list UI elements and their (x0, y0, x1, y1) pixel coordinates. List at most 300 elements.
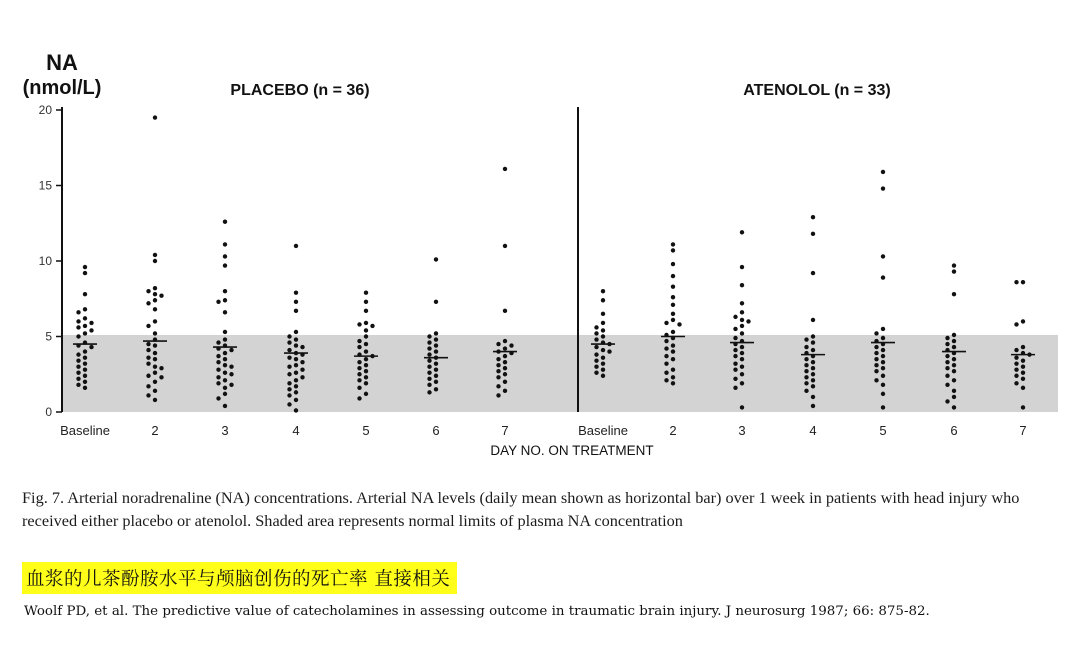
data-point (671, 248, 675, 252)
data-point (364, 357, 368, 361)
data-point (76, 383, 80, 387)
data-point (216, 354, 220, 358)
data-point (294, 337, 298, 341)
y-axis-label-na: NA (46, 50, 78, 75)
data-point (945, 399, 949, 403)
data-point (146, 301, 150, 305)
data-point (294, 384, 298, 388)
data-point (1021, 371, 1025, 375)
panel-title-placebo: PLACEBO (n = 36) (230, 82, 370, 99)
panel-title-atenolol: ATENOLOL (n = 33) (743, 82, 891, 99)
normal-range-band (62, 335, 1058, 412)
data-point (76, 310, 80, 314)
data-point (357, 386, 361, 390)
data-point (357, 396, 361, 400)
data-point (804, 337, 808, 341)
data-point (733, 315, 737, 319)
data-point (83, 386, 87, 390)
data-point (434, 368, 438, 372)
data-point (76, 365, 80, 369)
data-point (427, 358, 431, 362)
data-point (594, 331, 598, 335)
data-point (952, 369, 956, 373)
data-point (216, 396, 220, 400)
data-point (496, 384, 500, 388)
data-point (740, 283, 744, 287)
data-point (153, 371, 157, 375)
data-point (1021, 365, 1025, 369)
x-category-label: 6 (950, 423, 958, 438)
data-point (594, 325, 598, 329)
x-category-labels (60, 423, 1027, 438)
data-point (503, 366, 507, 370)
data-point (740, 405, 744, 409)
data-point (874, 363, 878, 367)
data-point (83, 324, 87, 328)
data-point (229, 383, 233, 387)
data-point (804, 357, 808, 361)
data-point (153, 331, 157, 335)
data-point (153, 398, 157, 402)
data-point (364, 328, 368, 332)
data-point (881, 275, 885, 279)
data-point (223, 289, 227, 293)
data-point (671, 284, 675, 288)
data-point (300, 375, 304, 379)
data-point (294, 291, 298, 295)
data-point (952, 395, 956, 399)
data-point (601, 289, 605, 293)
data-point (223, 220, 227, 224)
data-point (811, 404, 815, 408)
data-point (229, 365, 233, 369)
data-point (804, 375, 808, 379)
data-point (427, 352, 431, 356)
data-point (427, 377, 431, 381)
data-point (76, 371, 80, 375)
data-point (601, 334, 605, 338)
data-point (223, 263, 227, 267)
data-point (294, 390, 298, 394)
data-point (509, 343, 513, 347)
data-point (287, 393, 291, 397)
data-point (146, 324, 150, 328)
data-point (364, 300, 368, 304)
data-point (89, 345, 93, 349)
data-point (83, 355, 87, 359)
data-point (496, 342, 500, 346)
data-point (733, 336, 737, 340)
data-point (287, 402, 291, 406)
data-point (811, 384, 815, 388)
data-point (594, 337, 598, 341)
data-point (594, 345, 598, 349)
data-point (76, 334, 80, 338)
data-point (804, 369, 808, 373)
data-point (159, 375, 163, 379)
data-point (364, 321, 368, 325)
data-point (811, 340, 815, 344)
data-point (881, 392, 885, 396)
data-point (952, 389, 956, 393)
data-point (952, 292, 956, 296)
data-point (83, 374, 87, 378)
y-tick-label: 20 (38, 103, 52, 117)
data-point (294, 300, 298, 304)
data-point (223, 310, 227, 314)
data-point (1014, 322, 1018, 326)
data-point (1014, 355, 1018, 359)
data-point (216, 368, 220, 372)
data-point (223, 386, 227, 390)
data-point (881, 360, 885, 364)
data-point (434, 380, 438, 384)
data-point (804, 345, 808, 349)
data-point (945, 383, 949, 387)
data-point (664, 346, 668, 350)
data-point (300, 368, 304, 372)
data-point (594, 352, 598, 356)
data-point (153, 380, 157, 384)
data-point (357, 339, 361, 343)
data-point (294, 330, 298, 334)
data-point (287, 348, 291, 352)
data-point (223, 404, 227, 408)
data-point (364, 375, 368, 379)
data-point (740, 381, 744, 385)
data-point (153, 253, 157, 257)
data-point (434, 374, 438, 378)
data-point (671, 349, 675, 353)
data-point (159, 366, 163, 370)
data-point (153, 319, 157, 323)
data-point (83, 292, 87, 296)
y-tick-label: 0 (45, 405, 52, 419)
data-point (503, 372, 507, 376)
data-point (223, 363, 227, 367)
data-point (1014, 374, 1018, 378)
data-point (740, 318, 744, 322)
data-point (664, 361, 668, 365)
data-point (881, 366, 885, 370)
data-point (811, 334, 815, 338)
data-point (881, 348, 885, 352)
data-point (153, 351, 157, 355)
data-point (287, 334, 291, 338)
data-point (153, 343, 157, 347)
data-point (733, 354, 737, 358)
data-point (76, 352, 80, 356)
data-point (601, 321, 605, 325)
data-point (357, 322, 361, 326)
x-category-label: 3 (221, 423, 229, 438)
data-point (874, 369, 878, 373)
data-point (427, 334, 431, 338)
data-point (671, 375, 675, 379)
data-point (153, 286, 157, 290)
data-point (503, 360, 507, 364)
data-point (503, 167, 507, 171)
data-point (89, 328, 93, 332)
x-category-label: 4 (292, 423, 300, 438)
data-point (740, 365, 744, 369)
data-point (427, 346, 431, 350)
data-point (76, 377, 80, 381)
data-point (364, 342, 368, 346)
data-point (294, 244, 298, 248)
data-point (503, 244, 507, 248)
data-point (601, 355, 605, 359)
data-point (434, 337, 438, 341)
data-point (952, 378, 956, 382)
data-point (434, 387, 438, 391)
data-point (671, 368, 675, 372)
data-point (146, 393, 150, 397)
x-axis-label: DAY NO. ON TREATMENT (490, 443, 654, 458)
data-point (294, 378, 298, 382)
data-point (146, 355, 150, 359)
data-point (89, 321, 93, 325)
data-point (952, 363, 956, 367)
data-point (216, 381, 220, 385)
data-point (671, 262, 675, 266)
data-point (223, 254, 227, 258)
data-point (601, 328, 605, 332)
data-point (223, 392, 227, 396)
data-point (671, 318, 675, 322)
data-point (874, 357, 878, 361)
data-point (153, 292, 157, 296)
data-point (427, 371, 431, 375)
data-point (503, 354, 507, 358)
data-point (83, 361, 87, 365)
data-point (153, 307, 157, 311)
data-point (434, 300, 438, 304)
data-point (83, 368, 87, 372)
data-point (881, 170, 885, 174)
data-point (740, 265, 744, 269)
data-point (153, 365, 157, 369)
data-point (740, 324, 744, 328)
figure-caption: Fig. 7. Arterial noradrenaline (NA) concentrations. Arterial NA levels (daily mean shown as horizontal bar) over 1 week in patients with head injury who received either placebo or atenolol. Shaded area represents normal limits of plasma NA concentration (22, 488, 1020, 530)
data-point (153, 298, 157, 302)
y-axis-label-unit: (nmol/L) (22, 77, 102, 99)
citation-reference: Woolf PD, et al. The predictive value of catecholamines in assessing outcome in traumatic brain injury. J neurosurg 1987; 66: 875-82. (24, 604, 930, 619)
data-point (671, 312, 675, 316)
data-point (1021, 358, 1025, 362)
data-point (804, 363, 808, 367)
data-point (1021, 377, 1025, 381)
data-point (1014, 280, 1018, 284)
data-point (153, 259, 157, 263)
x-category-label: Baseline (578, 423, 628, 438)
data-point (733, 361, 737, 365)
data-point (1021, 405, 1025, 409)
data-point (804, 381, 808, 385)
data-point (287, 387, 291, 391)
data-point (945, 360, 949, 364)
data-point (881, 405, 885, 409)
data-point (146, 384, 150, 388)
data-point (229, 348, 233, 352)
data-point (733, 327, 737, 331)
data-point (83, 331, 87, 335)
data-point (952, 339, 956, 343)
data-point (370, 324, 374, 328)
data-point (881, 354, 885, 358)
data-point (287, 340, 291, 344)
x-category-label: 7 (1019, 423, 1027, 438)
data-point (364, 309, 368, 313)
data-point (607, 349, 611, 353)
data-point (146, 361, 150, 365)
data-point (740, 310, 744, 314)
data-point (357, 345, 361, 349)
data-point (1014, 361, 1018, 365)
data-point (357, 366, 361, 370)
x-category-label: 3 (738, 423, 746, 438)
data-point (364, 369, 368, 373)
data-point (357, 378, 361, 382)
data-point (740, 301, 744, 305)
data-point (76, 358, 80, 362)
data-point (664, 378, 668, 382)
data-point (671, 357, 675, 361)
x-category-label: 6 (432, 423, 440, 438)
data-point (153, 389, 157, 393)
data-point (496, 363, 500, 367)
y-tick-label: 15 (38, 178, 52, 193)
data-point (503, 346, 507, 350)
x-category-label: 5 (362, 423, 370, 438)
data-point (294, 398, 298, 402)
data-point (83, 265, 87, 269)
data-point (76, 325, 80, 329)
data-point (223, 378, 227, 382)
data-point (83, 271, 87, 275)
data-point (945, 366, 949, 370)
data-point (364, 392, 368, 396)
data-point (601, 361, 605, 365)
data-point (740, 331, 744, 335)
data-point (216, 375, 220, 379)
data-point (146, 289, 150, 293)
data-point (216, 300, 220, 304)
data-point (357, 360, 361, 364)
data-point (83, 316, 87, 320)
data-point (671, 242, 675, 246)
data-point (434, 349, 438, 353)
data-point (881, 327, 885, 331)
data-point (811, 232, 815, 236)
x-category-label: 4 (809, 423, 817, 438)
data-point (671, 381, 675, 385)
data-point (945, 336, 949, 340)
data-point (153, 357, 157, 361)
data-point (1014, 348, 1018, 352)
data-point (671, 343, 675, 347)
data-point (496, 357, 500, 361)
data-point (146, 374, 150, 378)
data-point (503, 309, 507, 313)
data-point (294, 309, 298, 313)
data-point (740, 372, 744, 376)
data-point (811, 366, 815, 370)
y-ticks (39, 103, 62, 419)
data-point (664, 339, 668, 343)
data-point (601, 348, 605, 352)
data-point (733, 386, 737, 390)
data-point (874, 378, 878, 382)
data-point (287, 365, 291, 369)
data-point (300, 345, 304, 349)
data-point (671, 330, 675, 334)
data-point (1021, 386, 1025, 390)
data-point (664, 321, 668, 325)
data-point (881, 254, 885, 258)
data-point (223, 357, 227, 361)
data-point (229, 372, 233, 376)
highlighted-note: 血浆的儿茶酚胺水平与颅脑创伤的死亡率 直接相关 (22, 562, 457, 594)
data-point (427, 390, 431, 394)
data-point (811, 348, 815, 352)
data-point (881, 336, 885, 340)
data-point (601, 374, 605, 378)
data-point (503, 389, 507, 393)
data-point (740, 345, 744, 349)
data-point (294, 343, 298, 347)
data-point (746, 319, 750, 323)
data-point (223, 371, 227, 375)
x-category-label: 5 (879, 423, 887, 438)
data-point (159, 294, 163, 298)
data-point (811, 372, 815, 376)
data-point (294, 371, 298, 375)
data-point (216, 360, 220, 364)
data-point (952, 357, 956, 361)
data-point (357, 372, 361, 376)
data-point (287, 381, 291, 385)
data-point (364, 381, 368, 385)
data-point (223, 242, 227, 246)
data-point (881, 374, 885, 378)
data-point (294, 357, 298, 361)
data-point (223, 351, 227, 355)
data-point (945, 342, 949, 346)
data-point (952, 263, 956, 267)
data-point (594, 358, 598, 362)
data-point (1014, 368, 1018, 372)
data-point (811, 395, 815, 399)
y-tick-label: 5 (45, 329, 52, 344)
data-point (677, 322, 681, 326)
data-point (434, 361, 438, 365)
data-point (496, 393, 500, 397)
data-point (733, 348, 737, 352)
data-point (664, 371, 668, 375)
data-point (733, 377, 737, 381)
data-point (740, 357, 744, 361)
data-point (1021, 280, 1025, 284)
data-point (364, 363, 368, 367)
data-point (83, 349, 87, 353)
data-point (881, 186, 885, 190)
data-point (671, 295, 675, 299)
x-category-label: 2 (669, 423, 677, 438)
data-point (952, 269, 956, 273)
y-tick-label: 10 (38, 254, 52, 268)
data-point (83, 380, 87, 384)
